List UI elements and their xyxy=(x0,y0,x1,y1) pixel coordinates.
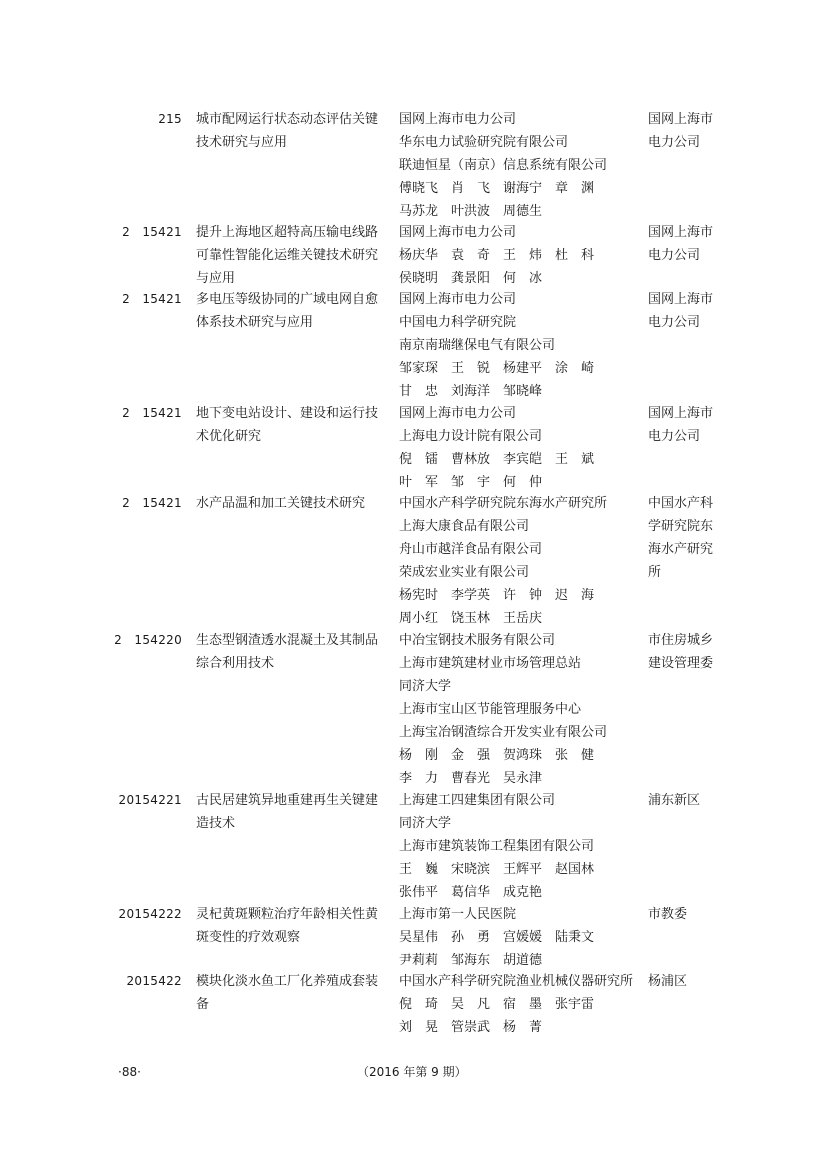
person-line: 傅晓飞 肖 飞 谢海宁 章 渊 xyxy=(399,181,595,196)
person-line: 吴星伟 孙 勇 宫媛媛 陆秉文 xyxy=(399,930,595,945)
unit-line: 上海建工四建集团有限公司 xyxy=(399,793,556,808)
entry-recommender: 市教委 xyxy=(648,907,688,922)
entry-number: 2 15421 xyxy=(122,292,182,306)
entry-units xyxy=(399,108,639,223)
unit-line: 中国电力科学研究院 xyxy=(399,315,517,330)
person-line: 杨庆华 袁 奇 王 炜 杜 科 xyxy=(399,248,595,263)
entry-recommender: 国网上海市电力公司 xyxy=(648,406,714,444)
unit-line: 国网上海市电力公司 xyxy=(399,112,517,127)
unit-line: 中冶宝钢技术服务有限公司 xyxy=(399,633,556,648)
entry-recommender: 国网上海市电力公司 xyxy=(648,112,714,150)
entry-title: 水产品温和加工关键技术研究 xyxy=(196,496,366,511)
unit-line: 华东电力试验研究院有限公司 xyxy=(399,135,569,150)
entry-number: 2 154220 xyxy=(114,633,182,647)
person-line: 尹莉莉 邹海东 胡道德 xyxy=(399,953,543,968)
person-line: 杨宪时 李学英 许 钟 迟 海 xyxy=(399,588,595,603)
entry-title: 提升上海地区超特高压输电线路可靠性智能化运维关键技术研究与应用 xyxy=(196,225,379,286)
entry-recommender: 国网上海市电力公司 xyxy=(648,292,714,330)
entry-number: 20154222 xyxy=(118,907,182,921)
unit-line: 舟山市越洋食品有限公司 xyxy=(399,542,543,557)
person-line: 周小红 饶玉林 王岳庆 xyxy=(399,611,543,626)
entry-units xyxy=(399,629,639,790)
entry-number: 2015422 xyxy=(126,974,182,988)
entry-title: 灵杞黄斑颗粒治疗年龄相关性黄斑变性的疗效观察 xyxy=(196,907,379,945)
person-line: 马苏龙 叶洪波 周德生 xyxy=(399,204,543,219)
entry-number: 2 15421 xyxy=(122,496,182,510)
unit-line: 中国水产科学研究院渔业机械仪器研究所 xyxy=(399,974,634,989)
entry-recommender: 中国水产科学研究院东海水产研究所 xyxy=(648,496,714,580)
person-line: 倪 镭 曹林放 李宾皑 王 斌 xyxy=(399,452,595,467)
unit-line: 国网上海市电力公司 xyxy=(399,292,517,307)
person-line: 邹家琛 王 锐 杨建平 涂 崎 xyxy=(399,361,595,376)
issue-label: （2016 年第 9 期） xyxy=(357,1065,467,1079)
entry-title: 城市配网运行状态动态评估关键技术研究与应用 xyxy=(196,112,379,150)
entry-number: 2 15421 xyxy=(122,406,182,420)
person-line: 张伟平 葛信华 成克艳 xyxy=(399,885,543,900)
unit-line: 上海宝冶钢渣综合开发实业有限公司 xyxy=(399,725,608,740)
entry-recommender: 市住房城乡建设管理委 xyxy=(648,633,714,671)
entry-units xyxy=(399,970,635,1039)
person-line: 杨 刚 金 强 贺鸿珠 张 健 xyxy=(399,748,595,763)
unit-line: 上海市第一人民医院 xyxy=(399,907,517,922)
unit-line: 国网上海市电力公司 xyxy=(399,225,517,240)
entry-title: 生态型钢渣透水混凝土及其制品综合利用技术 xyxy=(196,633,379,671)
entry-title: 多电压等级协同的广域电网自愈体系技术研究与应用 xyxy=(196,292,379,330)
entry-units xyxy=(399,492,639,630)
unit-line: 上海市宝山区节能管理服务中心 xyxy=(399,702,582,717)
entry-recommender: 浦东新区 xyxy=(648,793,701,808)
person-line: 侯晓明 龚景阳 何 冰 xyxy=(399,271,543,286)
entry-units xyxy=(399,288,639,403)
entry-units xyxy=(399,402,639,494)
entry-title: 地下变电站设计、建设和运行技术优化研究 xyxy=(196,406,379,444)
entry-title: 古民居建筑异地重建再生关键建造技术 xyxy=(196,793,379,831)
unit-line: 上海大康食品有限公司 xyxy=(399,519,530,534)
entry-number: 20154221 xyxy=(118,793,182,807)
entry-recommender: 国网上海市电力公司 xyxy=(648,225,714,263)
unit-line: 南京南瑞继保电气有限公司 xyxy=(399,338,556,353)
person-line: 王 巍 宋晓滨 王辉平 赵国林 xyxy=(399,862,595,877)
entry-units xyxy=(399,221,639,290)
entry-units xyxy=(399,789,639,904)
entry-number: 215 xyxy=(158,112,182,126)
unit-line: 上海市建筑建材业市场管理总站 xyxy=(399,656,582,671)
unit-line: 上海市建筑装饰工程集团有限公司 xyxy=(399,839,595,854)
unit-line: 上海电力设计院有限公司 xyxy=(399,429,543,444)
person-line: 倪 琦 吴 凡 宿 墨 张宇雷 xyxy=(399,997,595,1012)
unit-line: 同济大学 xyxy=(399,816,452,831)
entry-recommender: 杨浦区 xyxy=(648,974,688,989)
unit-line: 中国水产科学研究院东海水产研究所 xyxy=(399,496,608,511)
entry-title: 模块化淡水鱼工厂化养殖成套装备 xyxy=(196,974,379,1012)
person-line: 刘 晃 管崇武 杨 菁 xyxy=(399,1020,543,1035)
unit-line: 荣成宏业实业有限公司 xyxy=(399,565,530,580)
entry-number: 2 15421 xyxy=(122,225,182,239)
entry-units xyxy=(399,903,639,972)
person-line: 叶 军 邹 宇 何 仲 xyxy=(399,475,543,490)
person-line: 甘 忠 刘海洋 邹晓峰 xyxy=(399,384,543,399)
unit-line: 国网上海市电力公司 xyxy=(399,406,517,421)
page-number: ·88· xyxy=(118,1065,141,1079)
unit-line: 联迪恒星（南京）信息系统有限公司 xyxy=(399,158,608,173)
person-line: 李 力 曹春光 吴永津 xyxy=(399,771,543,786)
unit-line: 同济大学 xyxy=(399,679,452,694)
